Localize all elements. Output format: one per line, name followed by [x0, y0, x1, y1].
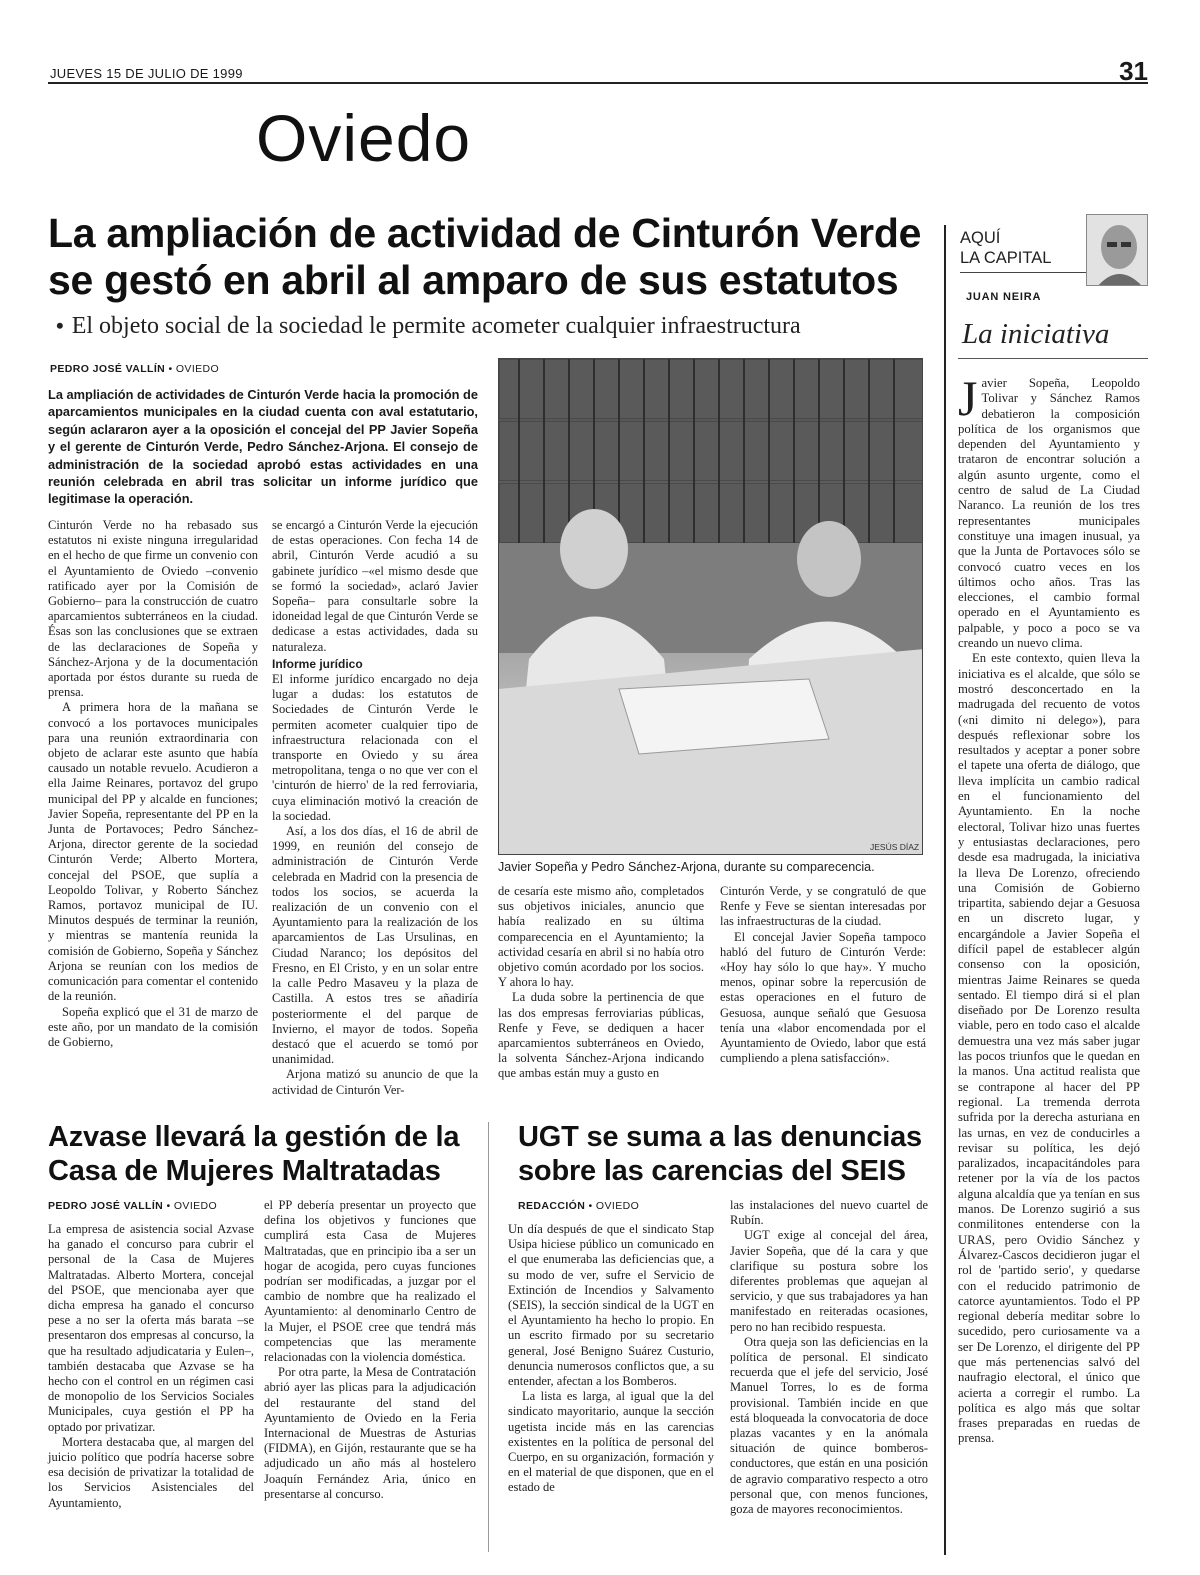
main-byline-place: OVIEDO	[175, 363, 220, 375]
main-lead: La ampliación de actividades de Cinturón Verde hacia la promoción de aparcamientos municipales en la ciudad cuenta con aval estatutario, según aclararon ayer a la oposición el concejal del PP Javier Sopeña y el gerente de Cinturón Verde, Pedro Sánchez-Arjona. El consejo de administración de la sociedad aprobó estas actividades en una reunión celebrada en abril tras solicitar un informe jurídico que legitimase la operación.	[48, 387, 478, 507]
paragraph: La empresa de asistencia social Azvase ha ganado el concurso para cubrir el personal de la Casa de Mujeres Maltratadas. Alberto Mortera, concejal del PSOE, que mencionaba ayer que dicha empresa ha ganado el concurso pese a no ser la oferta más barata –se presentaron dos empresas al concurso, la que ha resultado adjudicataria y Eulen–, también destacaba que Azvase se ha hecho con el control en un régimen casi de monopolio de los Servicios Sociales Municipales, cuya gestión el PP ha optado por privatizar.	[48, 1222, 254, 1434]
section-title: Oviedo	[256, 101, 472, 175]
paragraph: se encargó a Cinturón Verde la ejecución de estas operaciones. Con fecha 14 de abril, Cinturón Verde acudió a su gabinete jurídico –«el mismo desde que se formó la sociedad», aclaró Javier Sopeña– para consultarle sobre la idoneidad legal de que Cinturón Verde se dedicase a estas actividades, dada su naturaleza.	[272, 518, 478, 654]
ugt-column-1	[508, 1222, 714, 1496]
paragraph: las instalaciones del nuevo cuartel de Rubín.	[730, 1198, 928, 1228]
paragraph: Mortera destacaba que, al margen del juicio político que podría hacerse sobre esa decisión de privatizar la totalidad de los Servicios Asistenciales del Ayuntamiento,	[48, 1434, 254, 1510]
column-name-line1: AQUÍ	[960, 229, 1001, 247]
author-portrait	[1086, 214, 1148, 286]
paragraph: A primera hora de la mañana se convocó a los portavoces municipales para una reunión extraordinaria con objeto de aclarar este asunto que había causado un notable revuelo. Acudieron a ella Jaime Reinares, portavoz del grupo municipal del PP y alcalde en funciones; Javier Sopeña, representante del PP en la Junta de Portavoces; Pedro Sánchez-Arjona, director gerente de la sociedad Cinturón Verde; Alberto Mortera, concejal del PSOE, que suplía a Leopoldo Tolivar, y Roberto Sánchez Ramos, portavoz municipal de IU. Minutos después de terminar la reunión, y mientras se mantenía reunida la comisión de Gobierno, Sopeña y Sánchez Arjona se reunían con los medios de comunicación para comentar el contenido de la reunión.	[48, 700, 258, 1004]
main-headline: La ampliación de actividad de Cinturón Verde se gestó en abril al amparo de sus estatutos	[48, 210, 922, 303]
azvase-headline: Azvase llevará la gestión de la Casa de Mujeres Maltratadas	[48, 1121, 460, 1187]
azvase-column-1	[48, 1222, 254, 1511]
paragraph: Sopeña explicó que el 31 de marzo de este año, por un mandato de la comisión de Gobierno,	[48, 1004, 258, 1049]
paragraph: En este contexto, quien lleva la iniciativa es el alcalde, que sólo se mostró desconcertado en la madrugada del recuento de votos («ni dimito ni delego»), para después reflexionar sobre los resultados y aceptar a poner sobre el tapete una oferta de diálogo, que lleva implícita un cambio radical en el funcionamiento del Ayuntamiento. En la noche electoral, Tolivar hizo unas fuertes y entusiastas declaraciones, pero desde esa madrugada, la iniciativa la lleva De Lorenzo, ofreciendo una Comisión de Gobierno tripartita, sabiendo dejar a Gesuosa en un discreto lugar, y encargándole a Javier Sopeña el difícil papel de establecer algún consenso con la oposición, mientras Jaime Reinares se queda sentado. El tiempo dirá si el plan diseñado por De Lorenzo resulta viable, pero en todo caso el alcalde demuestra una vez más saber jugar las pocos triunfos que le quedan en la manos. Una actitud realista que se contrapone al hacer del PP regional. La tremenda derrota sufrida por la derecha asturiana en las urnas, en vez de conducirles a revisar su política, les dejó paralizados, incapacitándoles para retener por la vía de los pactos alguna alcaldía que ya tenían en sus manos. De Lorenzo sugirió a sus conmilitones entenderse con la URAS, pero Ovidio Sánchez y Álvarez-Cascos decidieron jugar el rol de 'partido serio', y quedarse con el reducido patrimonio de catorce ayuntamientos. Todo el PP regional debería meditar sobre lo sucedido, pero curiosamente va a ser De Lorenzo, el dirigente del PP que más pertenencias salvó del naufragio electoral, el único que acierta a corregir el rumbo. La política es algo más que soltar frases preparadas en ruedas de prensa.	[958, 651, 1140, 1446]
paragraph: UGT exige al concejal del área, Javier Sopeña, que dé la cara y que clarifique su postura sobre los diferentes problemas que aquejan al servicio, y que sus trabajadores ya han manifestado en reiteradas ocasiones, pero no han recibido respuesta.	[730, 1228, 928, 1334]
header-rule	[48, 82, 1148, 84]
paragraph: Otra queja son las deficiencias en la política de personal. El sindicato recuerda que el jefe del servicio, José Manuel Torres, lo es de forma provisional. También incide en que está bloqueada la convocatoria de doce plazas vacantes y en la anómala situación de quince bomberos-conductores, que están en una posición de agravio comparativo respecto a otro personal que, con menos funciones, goza de mayores reconocimientos.	[730, 1334, 928, 1517]
paragraph: El informe jurídico encargado no deja lugar a dudas: los estatutos de Sociedades de Cinturón Verde le permiten acometer cualquier tipo de infraestructura relacionada con el transporte en Oviedo y su área metropolitana, tenga o no que ver con el 'cinturón de hierro' de la red ferroviaria, cuya eliminación motivó la creación de la sociedad.	[272, 672, 478, 823]
column-author: JUAN NEIRA	[966, 291, 1042, 303]
main-column-4	[720, 884, 926, 1066]
main-column-2	[272, 518, 478, 1098]
drop-cap: J	[958, 370, 978, 426]
paragraph: Por otra parte, la Mesa de Contratación abrió ayer las plicas para la adjudicación del restaurante del stand del Ayuntamiento de Oviedo en la Feria Internacional de Muestras de Asturias (FIDMA), en Gijón, restaurante que se ha adjudicado un año más al hostelero Joaquín Fernández Aria, único en presentarse al concurso.	[264, 1365, 476, 1501]
paragraph: Arjona matizó su anuncio de que la actividad de Cinturón Ver-	[272, 1067, 478, 1097]
photo-illustration	[499, 359, 923, 855]
azvase-column-2	[264, 1198, 476, 1502]
main-byline: PEDRO JOSÉ VALLÍN • OVIEDO	[50, 363, 220, 375]
ugt-headline: UGT se suma a las denuncias sobre las carencias del SEIS	[518, 1121, 922, 1187]
ugt-column-2	[730, 1198, 928, 1517]
paragraph: de cesaría este mismo año, completados sus objetivos iniciales, anuncio que había realizado en su última comparecencia en el Ayuntamiento; la actividad cesaría en abril si no había otro objetivo común acordado por los socios. Y ahora lo hay.	[498, 884, 704, 990]
azvase-byline: PEDRO JOSÉ VALLÍN • OVIEDO	[48, 1200, 218, 1212]
paragraph: La duda sobre la pertinencia de que las dos empresas ferroviarias públicas, Renfe y Feve, se dediquen a hacer aparcamientos subterráneos en Oviedo, la solventa Sánchez-Arjona indicando que ambas están muy a gusto en	[498, 990, 704, 1081]
paragraph: Cinturón Verde, y se congratuló de que Renfe y Feve se sientan interesadas por las infraestructuras de la ciudad.	[720, 884, 926, 929]
ugt-byline-place: OVIEDO	[595, 1200, 640, 1212]
ugt-byline: REDACCIÓN • OVIEDO	[518, 1200, 640, 1212]
news-photo	[498, 358, 923, 855]
paragraph: Un día después de que el sindicato Stap Usipa hiciese público un comunicado en el que enumeraba las deficiencias que, a su modo de ver, sufre el Servicio de Extinción de Incendios y Salvamento (SEIS), la sección sindical de la UGT en el Ayuntamiento ha hecho lo propio. En un escrito firmado por su secretario general, José Benigno Suárez Custurio, denuncia numerosos conflictos que, a su entender, afectan a los Bomberos.	[508, 1222, 714, 1389]
ugt-byline-author: REDACCIÓN	[518, 1200, 586, 1212]
column-body	[958, 370, 1140, 1447]
bullet-icon: •	[56, 313, 64, 338]
paragraph-text: avier Sopeña, Leopoldo Tolivar y Sánchez Ramos debatieron la composición política de los organismos que dependen del Ayuntamiento y trataron de encontrar solución a algún asunto urgente, como el centro de salud de La Ciudad Naranco. La reunión de los tres representantes municipales constituye una imagen inusual, ya que la Junta de Portavoces sólo se convocó cuatro veces en los últimos ocho años. Tras las elecciones, el cambio formal operado en el Ayuntamiento es palpable, y poco a poco se va creando un nuevo clima.	[958, 376, 1140, 651]
main-byline-author: PEDRO JOSÉ VALLÍN	[50, 363, 166, 375]
page-number: 31	[1119, 56, 1148, 86]
portrait-icon	[1087, 215, 1148, 286]
main-column-3	[498, 884, 704, 1082]
azvase-byline-place: OVIEDO	[173, 1200, 218, 1212]
sidebar-rule	[960, 272, 1090, 273]
main-column-1	[48, 518, 258, 1050]
photo-credit: JESÚS DÍAZ	[870, 842, 920, 852]
column-title-rule	[958, 358, 1148, 359]
main-deck	[56, 313, 801, 340]
paragraph: El concejal Javier Sopeña tampoco habló del futuro de Cinturón Verde: «Hoy hay sólo lo que hay». Y mucho menos, opinar sobre la repercusión de estas operaciones en el futuro de Gesuosa, aunque señaló que Gesuosa tenía una «labor encomendada por el Ayuntamiento de Oviedo, labor que está cumpliendo a plena satisfacción».	[720, 929, 926, 1066]
paragraph: el PP debería presentar un proyecto que defina los objetivos y funciones que cumplirá esta Casa de Mujeres Maltratadas, que en principio iba a ser un hogar de acogida, pero cuyas funciones podrían ser modificadas, a juzgar por el cambio de nombre que ha realizado el Ayuntamiento: al denominarlo Centro de la Mujer, el PSOE cree que tendrá más competencias que las meramente relacionadas con la violencia doméstica.	[264, 1198, 476, 1365]
paragraph: La lista es larga, al igual que la del sindicato mayoritario, aunque la sección ugetista incide más en las carencias existentes en la política de personal del Cuerpo, en su organización, formación y en el material de que disponen, que en el estado de	[508, 1389, 714, 1495]
paragraph: Así, a los dos días, el 16 de abril de 1999, en reunión del consejo de administración de Cinturón Verde celebrada en Madrid con la presencia de todos los socios, se acuerda la realización de un convenio con el Ayuntamiento para la realización de los aparcamientos de Las Ursulinas, en Ciudad Naranco; los depósitos del Fresno, en El Cristo, y en un solar entre la calle Pedro Masaveu y la plaza de Castilla. A estos tres se añadiría posteriormente el del parque de Invierno, el mayor de todos. Sopeña destacó que el acuerdo se tomó por unanimidad.	[272, 824, 478, 1067]
issue-date: JUEVES 15 DE JULIO DE 1999	[50, 66, 243, 81]
azvase-byline-author: PEDRO JOSÉ VALLÍN	[48, 1200, 164, 1212]
main-deck-text: El objeto social de la sociedad le permite acometer cualquier infraestructura	[71, 313, 801, 339]
column-divider	[488, 1122, 489, 1552]
subheading: Informe jurídico	[272, 656, 363, 671]
column-name-line2: LA CAPITAL	[960, 249, 1052, 267]
column-name	[960, 228, 1051, 268]
paragraph: Cinturón Verde no ha rebasado sus estatutos ni existe ninguna irregularidad en el hecho de que firme un convenio con el Ayuntamiento de Oviedo –convenio ratificado ayer por la Comisión de Gobierno– para la construcción de cuatro aparcamientos subterráneos en la ciudad. Ésas son las conclusiones que se extraen de las declaraciones de Sopeña y Sánchez-Arjona y de la documentación aportada por éstos durante su rueda de prensa.	[48, 518, 258, 700]
paragraph	[958, 370, 1140, 651]
column-title: La iniciativa	[962, 318, 1110, 350]
photo-caption: Javier Sopeña y Pedro Sánchez-Arjona, durante su comparecencia.	[498, 860, 875, 874]
